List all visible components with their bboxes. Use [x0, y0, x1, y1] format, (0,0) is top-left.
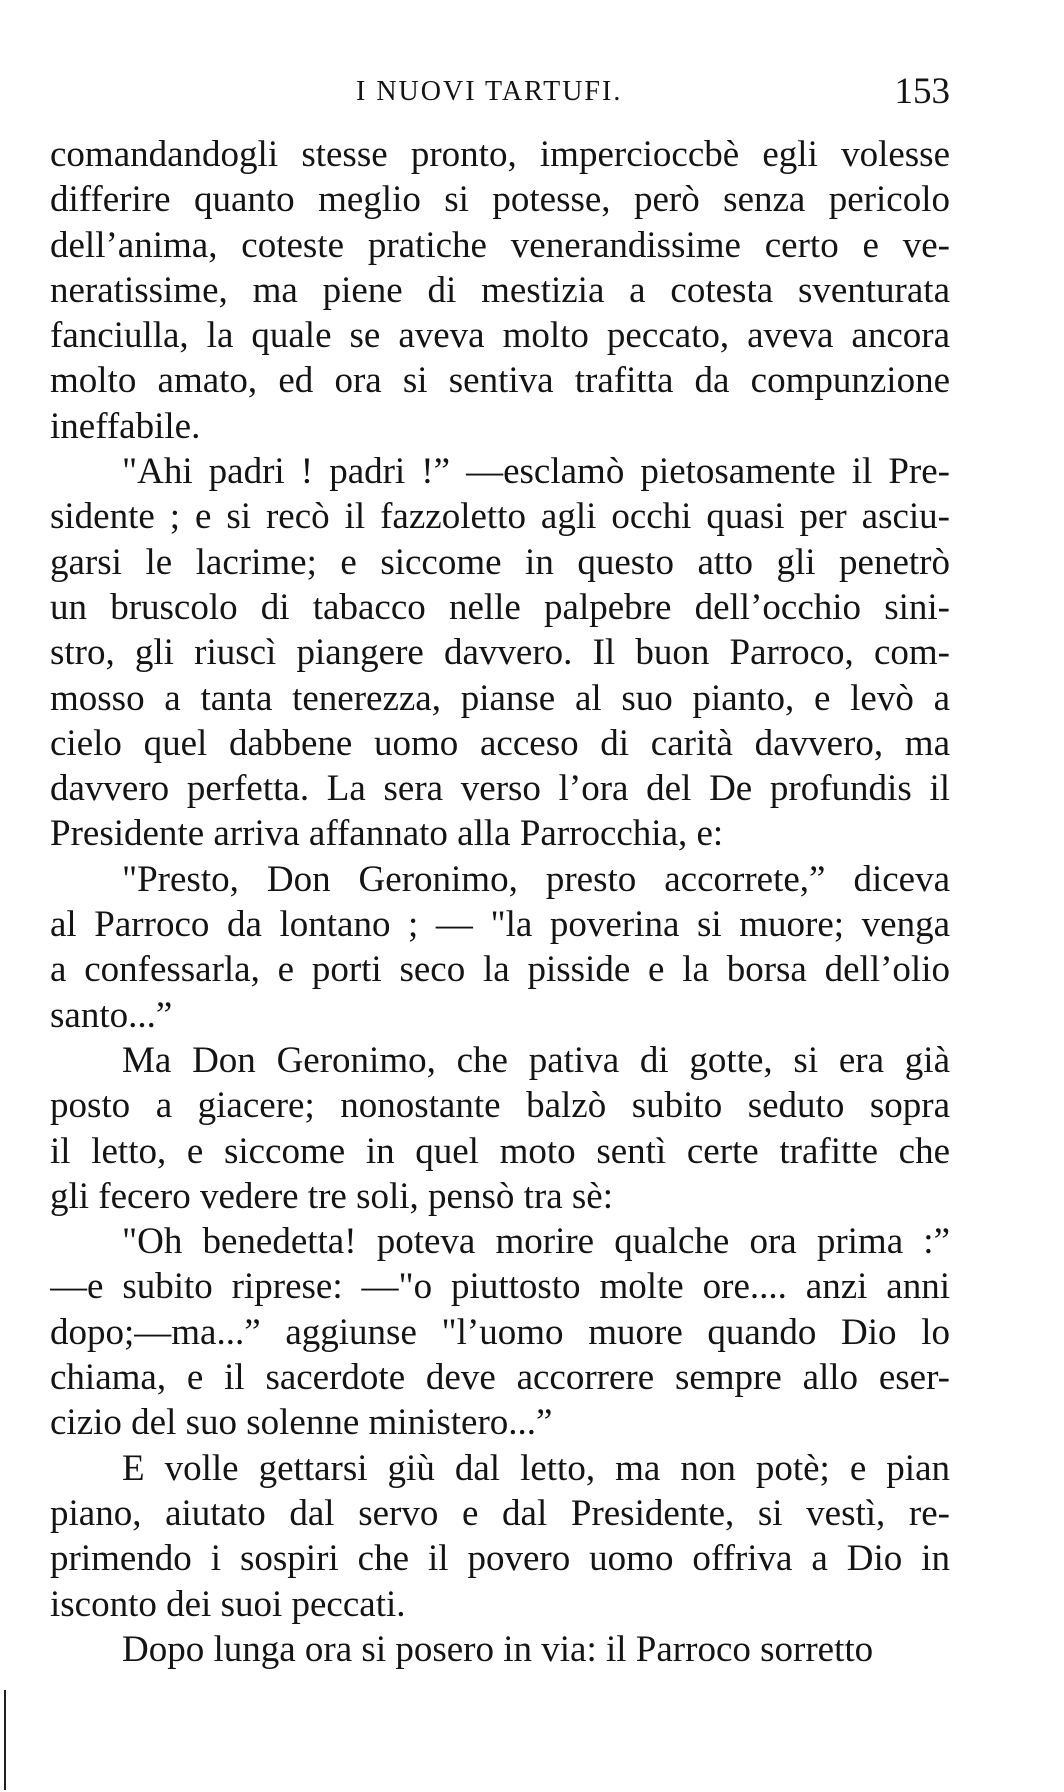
text-line: differire quanto meglio si potesse, però senza pericolo — [50, 179, 950, 221]
page-header — [50, 68, 950, 118]
text-line: il letto, e siccome in quel moto sentì certe trafitte che — [50, 1130, 950, 1172]
text-line: garsi le lacrime; e siccome in questo atto gli penetrò — [50, 541, 950, 583]
text-line: molto amato, ed ora si sentiva trafitta da compunzione — [50, 360, 950, 402]
text-line: Ma Don Geronimo, che pativa di gotte, si era già — [122, 1039, 950, 1081]
text-line: cielo quel dabbene uomo acceso di carità davvero, ma — [50, 722, 950, 764]
page-number: 153 — [894, 71, 950, 112]
text-line: stro, gli riuscì piangere davvero. Il buon Parroco, com- — [50, 632, 950, 674]
text-line: dell’anima, coteste pratiche venerandissime certo e ve- — [50, 224, 950, 266]
text-line: chiama, e il sacerdote deve accorrere sempre allo eser- — [50, 1357, 950, 1399]
text-line: ineffabile. — [50, 405, 201, 447]
text-line: "Ahi padri ! padri !” —esclamò pietosamente il Pre- — [122, 451, 950, 493]
body-text — [50, 132, 950, 1672]
text-line: primendo i sospiri che il povero uomo offriva a Dio in — [50, 1538, 950, 1580]
text-line: fanciulla, la quale se aveva molto peccato, aveva ancora — [50, 315, 950, 357]
text-line: "Oh benedetta! poteva morire qualche ora prima :” — [122, 1221, 950, 1263]
text-line: dopo;—ma...” aggiunse "l’uomo muore quando Dio lo — [50, 1311, 950, 1353]
text-line: comandandogli stesse pronto, impercioccbè egli volesse — [50, 134, 950, 175]
text-line: posto a giacere; nonostante balzò subito seduto sopra — [50, 1085, 950, 1127]
text-line: "Presto, Don Geronimo, presto accorrete,” diceva — [122, 858, 950, 900]
text-line: sidente ; e si recò il fazzoletto agli occhi quasi per asciu- — [50, 496, 950, 538]
left-edge-rule — [4, 1690, 6, 1790]
text-line: —e subito riprese: —"o piuttosto molte ore.... anzi anni — [50, 1266, 950, 1308]
text-line: neratissime, ma piene di mestizia a cotesta sventurata — [50, 269, 950, 311]
text-line: piano, aiutato dal servo e dal Presidente, si vestì, re- — [50, 1492, 950, 1534]
text-line: cizio del suo solenne ministero...” — [50, 1402, 553, 1444]
text-line: un bruscolo di tabacco nelle palpebre dell’occhio sini- — [50, 586, 950, 628]
text-line: santo...” — [50, 994, 173, 1036]
text-line: isconto dei suoi peccati. — [50, 1583, 406, 1625]
text-line: gli fecero vedere tre soli, pensò tra sè: — [50, 1175, 613, 1217]
text-line: al Parroco da lontano ; — "la poverina si muore; venga — [50, 904, 950, 946]
text-line: E volle gettarsi giù dal letto, ma non potè; e pian — [122, 1447, 950, 1489]
text-line: a confessarla, e porti seco la pisside e la borsa dell’olio — [50, 949, 950, 991]
text-line: mosso a tanta tenerezza, pianse al suo pianto, e levò a — [50, 677, 950, 719]
text-line: Dopo lunga ora si posero in via: il Parroco sorretto — [122, 1628, 874, 1670]
text-line: Presidente arriva affannato alla Parrocchia, e: — [50, 813, 724, 855]
text-line: davvero perfetta. La sera verso l’ora del De profundis il — [50, 768, 950, 810]
running-title: I NUOVI TARTUFI. — [356, 76, 623, 107]
